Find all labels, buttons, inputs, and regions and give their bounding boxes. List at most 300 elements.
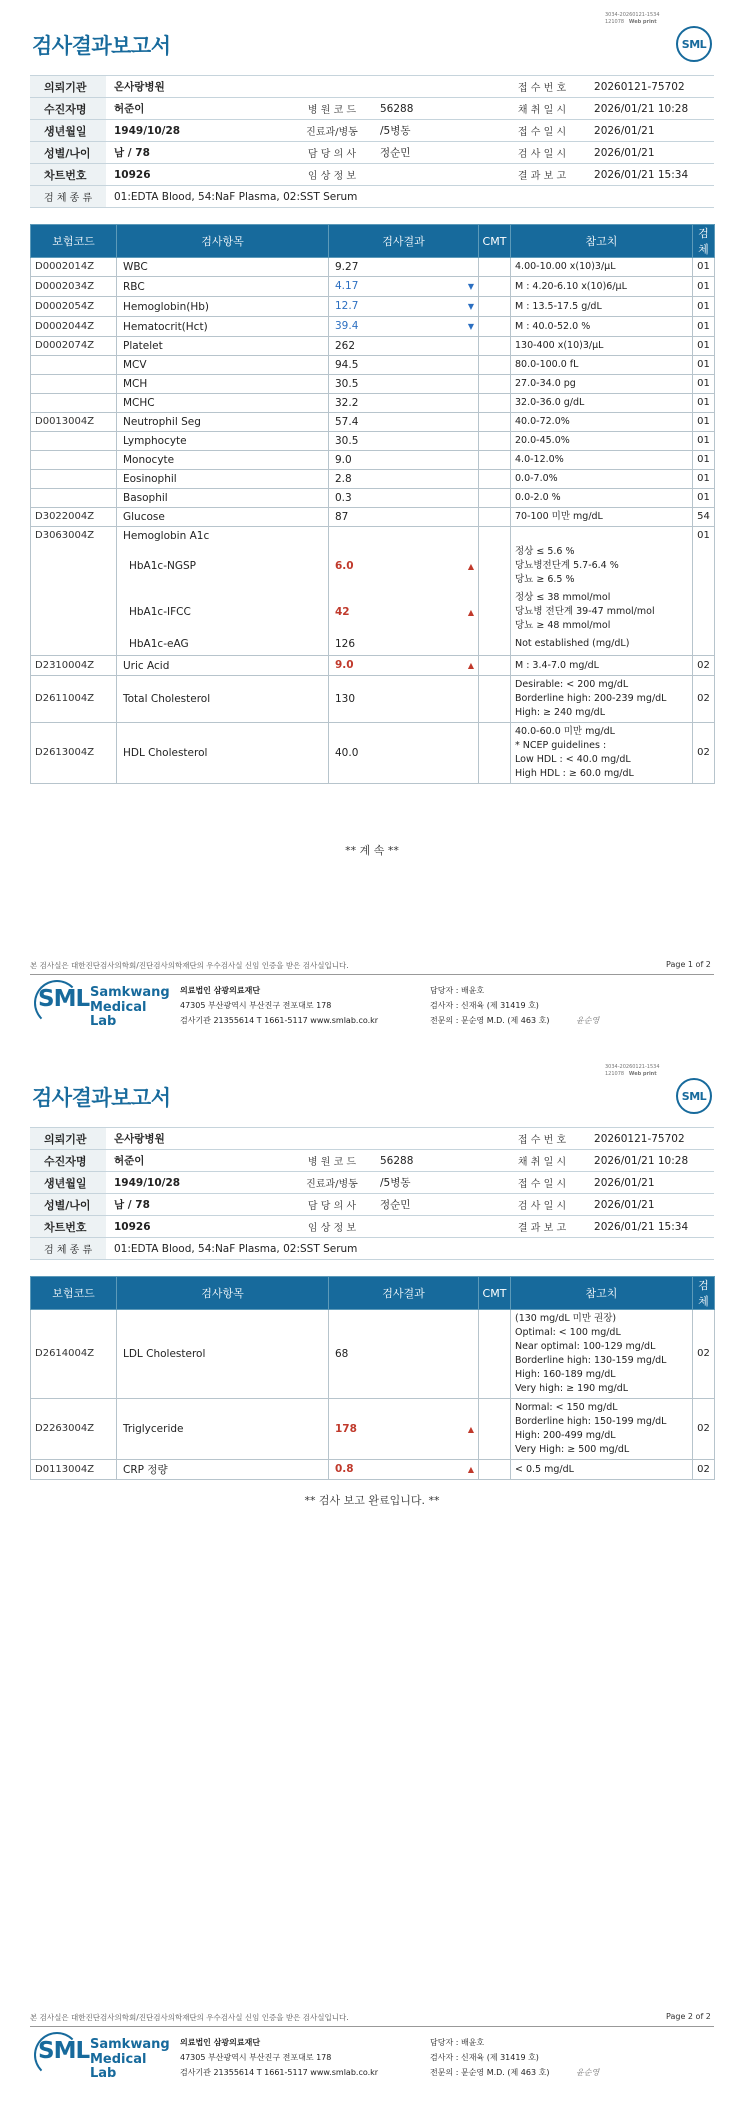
- result-value: 262: [335, 340, 356, 352]
- reference-range: [511, 1399, 693, 1460]
- test-result: [329, 527, 479, 656]
- dob-label: 생년월일: [30, 120, 106, 142]
- staff-info: [430, 983, 549, 1028]
- test-item: Neutrophil Seg: [117, 413, 329, 432]
- report-title: 검사결과보고서: [32, 34, 171, 58]
- logo-sml: SML: [38, 2038, 90, 2064]
- high-flag-icon: ▲: [467, 661, 474, 670]
- foundation-name: 의료법인 삼광의료재단: [180, 986, 261, 995]
- foundation-contact: 검사기관 21355614 T 1661-5117 www.smlab.co.kr: [180, 2068, 379, 2077]
- low-flag-icon: ▼: [467, 302, 474, 311]
- table-row: [31, 258, 715, 277]
- result-value: 68: [335, 1348, 349, 1360]
- test-item: MCHC: [117, 394, 329, 413]
- specimen-label: 검 체 종 류: [30, 186, 106, 208]
- table-row: [31, 508, 715, 527]
- col-item: 검사항목: [117, 225, 329, 258]
- table-row: [31, 451, 715, 470]
- specimen-code: 01: [693, 413, 715, 432]
- test-date-label: 검 사 일 시: [498, 1194, 586, 1216]
- table-row: [31, 1460, 715, 1480]
- specimen-code: 01: [693, 375, 715, 394]
- institution-value: 온사랑병원: [106, 1128, 498, 1150]
- reference-line: High: 200-499 mg/dL: [515, 1430, 616, 1441]
- report-date-label: 결 과 보 고: [498, 1216, 586, 1238]
- table-row: [31, 394, 715, 413]
- collect-date-label: 채 취 일 시: [498, 1150, 586, 1172]
- patient-value: 허준이: [106, 1150, 292, 1172]
- table-row: [31, 432, 715, 451]
- logo-name-2: Medical Lab: [90, 2052, 147, 2081]
- reference-range: [511, 413, 693, 432]
- reference-range: [511, 470, 693, 489]
- receipt-no-value: 20260121-75702: [586, 1128, 714, 1150]
- reference-line: 4.0-12.0%: [515, 454, 564, 465]
- logo-name-1: Samkwang: [90, 2037, 170, 2052]
- result-value: 39.4: [335, 320, 359, 332]
- staff-tester: 검사자 : 신재육 (제 31419 호): [430, 1001, 539, 1010]
- specimen-code: 01: [693, 337, 715, 356]
- cmt-cell: [479, 356, 511, 375]
- doctor-value: 정순민: [372, 1194, 498, 1216]
- test-result: [329, 394, 479, 413]
- results-body: [31, 258, 715, 784]
- result-value: 2.8: [335, 473, 352, 485]
- test-item: Platelet: [117, 337, 329, 356]
- result-value: 40.0: [335, 747, 359, 759]
- table-row: [31, 489, 715, 508]
- staff-manager: 담당자 : 배윤호: [430, 2038, 485, 2047]
- col-specimen: 검체: [693, 225, 715, 258]
- result-value: 9.27: [335, 261, 359, 273]
- insurance-code: D0002044Z: [31, 317, 117, 337]
- hospital-code-value: 56288: [372, 1150, 498, 1172]
- reference-line: Borderline high: 130-159 mg/dL: [515, 1355, 667, 1366]
- reference-line: 27.0-34.0 pg: [515, 378, 576, 389]
- reference-range: [511, 297, 693, 317]
- cmt-cell: [479, 394, 511, 413]
- reference-range: [511, 1310, 693, 1399]
- test-item: Lymphocyte: [117, 432, 329, 451]
- page-number: Page 2 of 2: [666, 2012, 711, 2021]
- result-value: 57.4: [335, 416, 359, 428]
- test-result: [329, 277, 479, 297]
- reference-range: [511, 508, 693, 527]
- result-value: 32.2: [335, 397, 359, 409]
- print-code: 3034-20260121-1534 121078 Web print: [605, 12, 660, 25]
- reference-line: 130-400 x(10)3/μL: [515, 340, 604, 351]
- test-item: Monocyte: [117, 451, 329, 470]
- hba1c-title: Hemoglobin A1c: [123, 530, 210, 542]
- specimen-code: 02: [693, 1310, 715, 1399]
- col-result: 검사결과: [329, 225, 479, 258]
- reference-line: 0.0-7.0%: [515, 473, 558, 484]
- reference-line: 4.00-10.00 x(10)3/μL: [515, 261, 616, 272]
- reference-line: 80.0-100.0 fL: [515, 359, 579, 370]
- cmt-cell: [479, 258, 511, 277]
- reference-range: [511, 489, 693, 508]
- high-flag-icon: ▲: [467, 561, 474, 571]
- reference-range: [511, 375, 693, 394]
- institution-value: 온사랑병원: [106, 76, 498, 98]
- col-result: 검사결과: [329, 1277, 479, 1310]
- receipt-date-label: 접 수 일 시: [498, 120, 586, 142]
- reference-line: Normal: < 150 mg/dL: [515, 1402, 618, 1413]
- table-row: [31, 1310, 715, 1399]
- result-value: 6.0: [335, 560, 354, 572]
- result-value: 0.3: [335, 492, 352, 504]
- cmt-cell: [479, 489, 511, 508]
- insurance-code: D2614004Z: [31, 1310, 117, 1399]
- test-item: Basophil: [117, 489, 329, 508]
- specimen-code: 02: [693, 676, 715, 723]
- dob-label: 생년월일: [30, 1172, 106, 1194]
- specimen-code: 01: [693, 258, 715, 277]
- report-date-value: 2026/01/21 15:34: [586, 1216, 714, 1238]
- hba1c-sub-item: HbA1c-IFCC: [129, 606, 191, 618]
- dept-label: 진료과/병동: [292, 1172, 372, 1194]
- spacer: [335, 529, 474, 543]
- test-item: WBC: [117, 258, 329, 277]
- test-date-value: 2026/01/21: [586, 1194, 714, 1216]
- test-result: [329, 676, 479, 723]
- cmt-cell: [479, 470, 511, 489]
- signature: 윤순영: [576, 2068, 600, 2077]
- test-result: [329, 337, 479, 356]
- reference-range: [511, 258, 693, 277]
- table-row: [31, 277, 715, 297]
- result-value: 9.0: [335, 659, 354, 671]
- patient-value: 허준이: [106, 98, 292, 120]
- insurance-code: D0002034Z: [31, 277, 117, 297]
- test-result: [329, 297, 479, 317]
- test-item: LDL Cholesterol: [117, 1310, 329, 1399]
- dob-value: 1949/10/28: [106, 120, 292, 142]
- reference-range: [511, 451, 693, 470]
- cert-note: 본 검사실은 대한진단검사의학회/진단검사의학재단의 우수검사실 신임 인증을 받은 검사실입니다.: [30, 2013, 349, 2022]
- reference-line: High HDL : ≥ 60.0 mg/dL: [515, 768, 634, 779]
- insurance-code: D2310004Z: [31, 656, 117, 676]
- col-cmt: CMT: [479, 1277, 511, 1310]
- result-value: 12.7: [335, 300, 359, 312]
- result-value: 126: [335, 638, 356, 650]
- reference-line: * NCEP guidelines :: [515, 740, 607, 751]
- doctor-label: 담 당 의 사: [292, 142, 372, 164]
- result-value: 42: [335, 606, 350, 618]
- col-ref: 참고치: [511, 225, 693, 258]
- specimen-code: 01: [693, 297, 715, 317]
- insurance-code: D0002074Z: [31, 337, 117, 356]
- samkwang-logo: [38, 2032, 170, 2081]
- collect-date-value: 2026/01/21 10:28: [586, 98, 714, 120]
- reference-line: Very High: ≥ 500 mg/dL: [515, 1444, 630, 1455]
- reference-line: Borderline high: 150-199 mg/dL: [515, 1416, 667, 1427]
- reference-line: 40.0-72.0%: [515, 416, 570, 427]
- test-item: RBC: [117, 277, 329, 297]
- reference-line: 0.0-2.0 %: [515, 492, 561, 503]
- cmt-cell: [479, 337, 511, 356]
- insurance-code: D0113004Z: [31, 1460, 117, 1480]
- institution-label: 의뢰기관: [30, 76, 106, 98]
- specimen-code: 01: [693, 451, 715, 470]
- clinical-value: [372, 1216, 498, 1238]
- reference-line: 32.0-36.0 g/dL: [515, 397, 585, 408]
- patient-info-table: [30, 75, 714, 208]
- reference-range: [511, 676, 693, 723]
- insurance-code: [31, 432, 117, 451]
- table-row: [31, 297, 715, 317]
- cmt-cell: [479, 432, 511, 451]
- insurance-code: D2613004Z: [31, 723, 117, 784]
- hospital-code-label: 병 원 코 드: [292, 1150, 372, 1172]
- report-date-label: 결 과 보 고: [498, 164, 586, 186]
- reference-range: [511, 317, 693, 337]
- reference-line: 당뇨병 전단계 39-47 mmol/mol: [515, 606, 655, 617]
- doctor-label: 담 당 의 사: [292, 1194, 372, 1216]
- reference-line: M : 40.0-52.0 %: [515, 320, 591, 332]
- test-result: [329, 1399, 479, 1460]
- reference-line: 정상 ≤ 38 mmol/mol: [515, 592, 611, 603]
- low-flag-icon: ▼: [467, 322, 474, 331]
- test-result: [329, 508, 479, 527]
- sml-logo: SML: [676, 1078, 712, 1114]
- patient-label: 수진자명: [30, 1150, 106, 1172]
- specimen-code: 01: [693, 317, 715, 337]
- table-row: [31, 375, 715, 394]
- specimen-code: 01: [693, 432, 715, 451]
- hba1c-sub-result: [335, 635, 474, 653]
- report-title: 검사결과보고서: [32, 1086, 171, 1110]
- test-result: [329, 356, 479, 375]
- insurance-code: [31, 394, 117, 413]
- test-item: MCV: [117, 356, 329, 375]
- test-item: Uric Acid: [117, 656, 329, 676]
- reference-line: Near optimal: 100-129 mg/dL: [515, 1341, 656, 1352]
- spacer: [515, 529, 688, 543]
- reference-line: M : 4.20-6.10 x(10)6/μL: [515, 280, 627, 292]
- cmt-cell: [479, 508, 511, 527]
- specimen-value: 01:EDTA Blood, 54:NaF Plasma, 02:SST Serum: [106, 186, 714, 208]
- staff-info: [430, 2035, 549, 2080]
- results-table: [30, 224, 715, 784]
- footer-divider: [30, 974, 714, 975]
- specimen-code: 02: [693, 656, 715, 676]
- institution-label: 의뢰기관: [30, 1128, 106, 1150]
- reference-line: 당뇨 ≥ 48 mmol/mol: [515, 620, 611, 631]
- test-item: Glucose: [117, 508, 329, 527]
- cert-note: 본 검사실은 대한진단검사의학회/진단검사의학재단의 우수검사실 신임 인증을 받은 검사실입니다.: [30, 961, 349, 970]
- cmt-cell: [479, 451, 511, 470]
- reference-range: [511, 356, 693, 375]
- patient-label: 수진자명: [30, 98, 106, 120]
- reference-range: [511, 723, 693, 784]
- hba1c-sub-item: HbA1c-eAG: [129, 638, 189, 650]
- foundation-name: 의료법인 삼광의료재단: [180, 2038, 261, 2047]
- table-row: [31, 356, 715, 375]
- cmt-cell: [479, 527, 511, 656]
- specimen-code: 54: [693, 508, 715, 527]
- specimen-code: 01: [693, 394, 715, 413]
- chart-no-value: 10926: [106, 164, 292, 186]
- collect-date-value: 2026/01/21 10:28: [586, 1150, 714, 1172]
- chart-no-label: 차트번호: [30, 164, 106, 186]
- result-value: 130: [335, 693, 356, 705]
- sex-age-label: 성별/나이: [30, 1194, 106, 1216]
- table-row: [31, 527, 715, 656]
- col-code: 보험코드: [31, 1277, 117, 1310]
- hba1c-sub-ref: [515, 543, 688, 589]
- table-row: [31, 337, 715, 356]
- test-item: Hematocrit(Hct): [117, 317, 329, 337]
- reference-line: (130 mg/dL 미만 권장): [515, 1313, 617, 1324]
- reference-line: Borderline high: 200-239 mg/dL: [515, 693, 667, 704]
- test-item: CRP 정량: [117, 1460, 329, 1480]
- test-result: [329, 375, 479, 394]
- reference-range: [511, 656, 693, 676]
- reference-line: M : 13.5-17.5 g/dL: [515, 300, 602, 312]
- hospital-code-value: 56288: [372, 98, 498, 120]
- reference-line: 20.0-45.0%: [515, 435, 570, 446]
- insurance-code: [31, 356, 117, 375]
- clinical-label: 임 상 정 보: [292, 1216, 372, 1238]
- insurance-code: D0002054Z: [31, 297, 117, 317]
- reference-range: [511, 527, 693, 656]
- report-date-value: 2026/01/21 15:34: [586, 164, 714, 186]
- staff-specialist: 전문의 : 문순영 M.D. (제 463 호): [430, 1016, 550, 1025]
- table-row: [31, 470, 715, 489]
- insurance-code: [31, 489, 117, 508]
- test-result: [329, 451, 479, 470]
- receipt-no-label: 접 수 번 호: [498, 1128, 586, 1150]
- test-item: Total Cholesterol: [117, 676, 329, 723]
- high-flag-icon: ▲: [467, 1424, 474, 1434]
- specimen-code: 01: [693, 489, 715, 508]
- foundation-address: 47305 부산광역시 부산진구 전포대로 178: [180, 2053, 332, 2062]
- cmt-cell: [479, 317, 511, 337]
- test-result: [329, 258, 479, 277]
- cmt-cell: [479, 413, 511, 432]
- doctor-value: 정순민: [372, 142, 498, 164]
- logo-sml: SML: [38, 986, 90, 1012]
- reference-line: < 0.5 mg/dL: [515, 1463, 574, 1475]
- low-flag-icon: ▼: [467, 282, 474, 291]
- insurance-code: D3063004Z: [31, 527, 117, 656]
- clinical-label: 임 상 정 보: [292, 164, 372, 186]
- logo-name-2: Medical Lab: [90, 1000, 147, 1029]
- insurance-code: D3022004Z: [31, 508, 117, 527]
- reference-line: 정상 ≤ 5.6 %: [515, 546, 575, 557]
- receipt-date-label: 접 수 일 시: [498, 1172, 586, 1194]
- specimen-code: 02: [693, 1460, 715, 1480]
- col-code: 보험코드: [31, 225, 117, 258]
- reference-line: High: ≥ 240 mg/dL: [515, 707, 605, 718]
- receipt-date-value: 2026/01/21: [586, 120, 714, 142]
- receipt-no-label: 접 수 번 호: [498, 76, 586, 98]
- print-code: 3034-20260121-1534 121078 Web print: [605, 1064, 660, 1077]
- test-result: [329, 656, 479, 676]
- dept-label: 진료과/병동: [292, 120, 372, 142]
- results-table: [30, 1276, 715, 1480]
- foundation-info: [180, 2035, 378, 2080]
- samkwang-logo: [38, 980, 170, 1029]
- insurance-code: [31, 470, 117, 489]
- reference-line: 당뇨병전단계 5.7-6.4 %: [515, 560, 619, 571]
- test-result: [329, 470, 479, 489]
- specimen-value: 01:EDTA Blood, 54:NaF Plasma, 02:SST Serum: [106, 1238, 714, 1260]
- reference-line: M : 3.4-7.0 mg/dL: [515, 659, 599, 671]
- result-value: 0.8: [335, 1463, 354, 1475]
- dept-value: /5병동: [372, 120, 498, 142]
- table-row: [31, 656, 715, 676]
- col-item: 검사항목: [117, 1277, 329, 1310]
- receipt-date-value: 2026/01/21: [586, 1172, 714, 1194]
- reference-line: 40.0-60.0 미만 mg/dL: [515, 726, 615, 737]
- reference-line: 70-100 미만 mg/dL: [515, 511, 603, 522]
- chart-no-label: 차트번호: [30, 1216, 106, 1238]
- result-value: 9.0: [335, 454, 352, 466]
- receipt-no-value: 20260121-75702: [586, 76, 714, 98]
- test-item: MCH: [117, 375, 329, 394]
- foundation-info: [180, 983, 378, 1028]
- test-date-value: 2026/01/21: [586, 142, 714, 164]
- reference-range: [511, 394, 693, 413]
- hba1c-sub-item: HbA1c-NGSP: [129, 560, 196, 572]
- cmt-cell: [479, 375, 511, 394]
- continued-note: ** 계 속 **: [345, 844, 399, 857]
- hba1c-sub-result: [335, 543, 474, 589]
- test-result: [329, 1460, 479, 1480]
- test-result: [329, 489, 479, 508]
- result-value: 87: [335, 511, 349, 523]
- result-value: 30.5: [335, 378, 359, 390]
- insurance-code: D0002014Z: [31, 258, 117, 277]
- insurance-code: [31, 375, 117, 394]
- table-row: [31, 413, 715, 432]
- test-item: Eosinophil: [117, 470, 329, 489]
- reference-line: Not established (mg/dL): [515, 638, 630, 649]
- hba1c-sub-result: [335, 589, 474, 635]
- test-result: [329, 1310, 479, 1399]
- logo-name-1: Samkwang: [90, 985, 170, 1000]
- page-2: [0, 1052, 744, 2104]
- cmt-cell: [479, 656, 511, 676]
- reference-range: [511, 1460, 693, 1480]
- specimen-code: 01: [693, 277, 715, 297]
- foundation-address: 47305 부산광역시 부산진구 전포대로 178: [180, 1001, 332, 1010]
- footer-divider: [30, 2026, 714, 2027]
- reference-line: Low HDL : < 40.0 mg/dL: [515, 754, 631, 765]
- test-result: [329, 723, 479, 784]
- reference-line: 당뇨 ≥ 6.5 %: [515, 574, 575, 585]
- result-value: 178: [335, 1422, 357, 1435]
- table-row: [31, 723, 715, 784]
- test-result: [329, 413, 479, 432]
- insurance-code: D0013004Z: [31, 413, 117, 432]
- test-result: [329, 317, 479, 337]
- col-specimen: 검체: [693, 1277, 715, 1310]
- cmt-cell: [479, 1460, 511, 1480]
- reference-range: [511, 337, 693, 356]
- reference-line: Desirable: < 200 mg/dL: [515, 679, 629, 690]
- dept-value: /5병동: [372, 1172, 498, 1194]
- cmt-cell: [479, 277, 511, 297]
- insurance-code: D2611004Z: [31, 676, 117, 723]
- specimen-label: 검 체 종 류: [30, 1238, 106, 1260]
- signature: 윤순영: [576, 1016, 600, 1025]
- result-value: 94.5: [335, 359, 359, 371]
- sex-age-value: 남 / 78: [106, 142, 292, 164]
- sex-age-value: 남 / 78: [106, 1194, 292, 1216]
